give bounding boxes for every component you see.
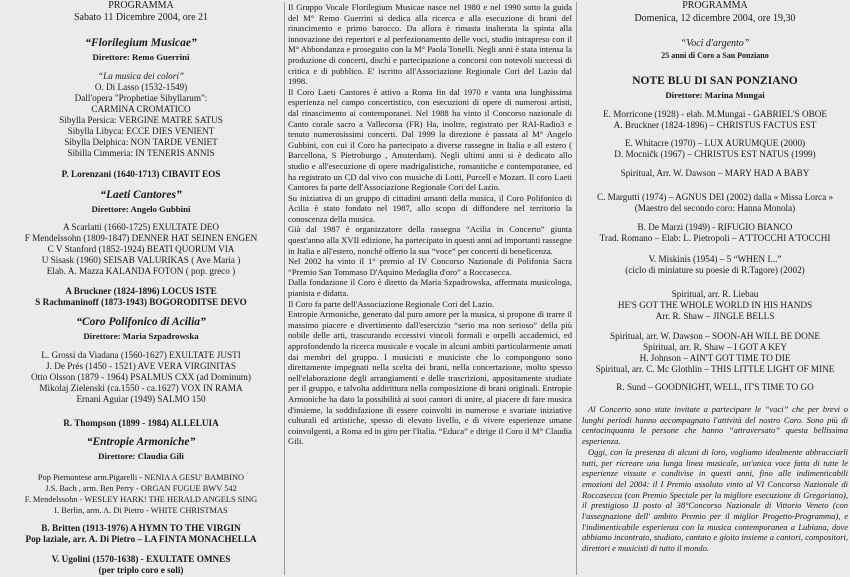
program-line: Spiritual, arr. C. Mc Glothlin – THIS LITTLE LIGHT OF MINE <box>595 364 835 374</box>
program-line: S Rachmaninoff (1873-1943) BOGORODITSE DEVO <box>35 297 247 307</box>
left-column <box>0 0 282 577</box>
program-line: Spiritual, arr. R. Shaw – I GOT A KEY <box>642 342 787 352</box>
program-line: O. Di Lasso (1532-1549) <box>94 82 188 92</box>
program-line: Pop Piemontese arm.Pigarelli - NENIA A GESU' BAMBINO <box>37 473 245 482</box>
program-line: Mikolaj Zielenski (ca.1550 - ca.1627) VOX IN RAMA <box>39 383 243 393</box>
program-line: J.S. Bach , arm. Ben Perry - ORGAN FUGUE BWV 542 <box>45 484 237 493</box>
program-list <box>0 71 282 159</box>
group-title: “Entropie Armoniche” <box>86 436 196 448</box>
column-divider <box>576 2 577 575</box>
program-line: Arr. R. Shaw – JINGLE BELLS <box>655 311 775 321</box>
group-title: “Coro Polifonico di Acilia” <box>76 316 206 328</box>
program-line: V. Ugolini (1570-1638) - EXULTATE OMNES <box>51 554 231 564</box>
program-line: V. Miskinis (1954) – 5 “WHEN I...” <box>648 254 782 264</box>
programma-heading: PROGRAMMA <box>682 0 748 11</box>
concert-title: “Voci d'argento” <box>680 38 750 49</box>
right-column <box>580 0 850 577</box>
program-line: A Bruckner (1824-1896) LOCUS ISTE <box>65 286 217 296</box>
paragraph: Entropie Armoniche, generato dal puro amore per la musica, si propone di trarre il massimo piacere e divertimento dall'esercizio “serio ma non serioso” della più nobile delle arti, trascurando eccessivi vincoli formali e orpelli accademici, ed approfondendo la ricerca musicale e vocale in alcuni ambiti particolarmente amati dai membri del gruppo. I musicisti e musiciste che lo compongono sono direttamente impegnati nella scelta dei brani, nella concertazione, molto spesso nell'elaborazione degli arrangiamenti e delle trascrizioni, appositamente studiate per il gruppo, e talvolta addirittura nella composizione di brani originali. Entropie Armoniche ha dato la possibilità ai suoi cantori di unire, al piacere di fare musica d'insieme, la soddisfazione di essere coinvolti in numerose e svariate iniziative culturali ed artistiche, spesso di elevato livello, e di vivere esperienze umane coinvolgenti, a Roma ed in giro per l'Italia. “Educa” e dirige il Coro il M° Claudia Gili. <box>288 309 572 447</box>
paragraph: Il Coro fa parte dell'Associazione Regionale Cori del Lazio. <box>288 298 495 309</box>
program-block <box>580 109 850 131</box>
program-line: CARMINA CROMATICO <box>91 104 191 114</box>
program-line: Dall'opera "Prophetiae Sibyllarum": <box>74 93 208 103</box>
program-list <box>0 472 282 516</box>
program-line: I. Berlin, arm. A. Di Pietro - WHITE CHRISTMAS <box>54 506 228 515</box>
program-line: P. Lorenzani (1640-1713) CIBAVIT EOS <box>61 169 221 179</box>
program-line: F Mendelssohn (1809-1847) DENNER HAT SEINEN ENGEN <box>24 233 258 243</box>
program-list <box>0 286 282 308</box>
choir-descriptions <box>288 2 572 447</box>
program-line: R. Thompson (1899 - 1984) ALLELUIA <box>63 418 219 428</box>
program-line: Ernani Aguiar (1949) SALMO 150 <box>76 394 206 404</box>
program-block <box>580 254 850 276</box>
program-line: J. De Prés (1450 - 1521) AVE VERA VIRGINITAS <box>46 361 236 371</box>
program-block <box>580 138 850 160</box>
group-title: NOTE BLU DI SAN PONZIANO <box>632 75 798 87</box>
program-line: Sibylla Libyca: ECCE DIES VENIENT <box>67 126 215 136</box>
program-line: R. Sund – GOODNIGHT, WELL, IT'S TIME TO GO <box>616 382 814 392</box>
group-director: Direttore: Claudia Gili <box>98 451 184 461</box>
program-list <box>0 523 282 545</box>
closing-text <box>582 404 848 554</box>
program-list <box>0 350 282 405</box>
program-block <box>580 222 850 244</box>
group-director: Direttore: Maria Szpadrowska <box>83 331 199 341</box>
programma-heading: PROGRAMMA <box>108 0 174 11</box>
program-line: Spiritual, arr. W. Dawson – SOON-AH WILL BE DONE <box>609 331 820 341</box>
paragraph: Al Concerto sono state invitate a partecipare le “voci” che per brevi o lunghi periodi hanno accompagnato l'attività del nostro Coro. Sono più di centocinquanta le persone che hanno “attraversato” questa bellissima esperienza. <box>582 404 848 447</box>
program-line: B. De Marzi (1949) - RIFUGIO BIANCO <box>637 222 793 232</box>
program-line: Otto Olsson (1879 - 1964) PSALMUS CXX (ad Dominum) <box>31 372 251 382</box>
paragraph: Il Gruppo Vocale Florilegium Musicae nasce nel 1980 e nel 1990 sotto la guida del M° Remo Guerrini si dedica alla ricerca e alla esecuzione di brani del rinascimento e primo barocco. Da allora è rimasta inalterata la spinta alla innovazione dei repertori e al perfezionamento delle voci, studio intrapreso con il M° Abbondanza e proseguito con la M° Paola Tonelli. Negli anni è stata intensa la produzione di concerti, dischi e partecipazione a concorsi con notevoli successi di critica e di pubblico. E' iscritto all'Associazione Regionale Cori del Lazio dal 1998. <box>288 2 572 87</box>
group-director: Direttore: Angelo Gubbini <box>91 204 191 214</box>
program-line: (ciclo di miniature su poesie di R.Tagore) (2002) <box>625 265 805 275</box>
program-line: Spiritual, arr. R. Liebau <box>671 289 759 299</box>
program-line: (per triplo coro e soli) <box>98 565 184 575</box>
paragraph: Nel 2002 ha vinto il 1° premio al IV Concorso Nazionale di Polifonia Sacra “Premio San Tommaso D'Aquino Medaglia d'oro” a Roccasecca. <box>288 256 572 277</box>
program-line: Trad. Romano – Elab: L. Pietropoli – A'TTOCCHI A'TOCCHI <box>599 233 831 243</box>
program-line: L. Grossi da Viadana (1560-1627) EXULTATE JUSTI <box>41 350 241 360</box>
program-line: Spiritual, Arr. W. Dawson – MARY HAD A BABY <box>620 168 810 178</box>
program-line: A Scarlatti (1660-1725) EXULTATE DEO <box>62 222 220 232</box>
program-block <box>580 331 850 375</box>
program-block <box>580 168 850 179</box>
program-line: E. Morricone (1928) - elab. M.Mungai - GABRIEL'S OBOE <box>603 109 827 119</box>
group-director: Direttore: Remo Guerrini <box>92 52 190 62</box>
group-title: “Laeti Cantores” <box>100 189 182 201</box>
paragraph: Dalla fondazione il Coro è diretto da Maria Szpadrowska, affermata musicologa, pianista e didatta. <box>288 277 572 299</box>
paragraph: Il Coro Laeti Cantores è attivo a Roma fin dal 1970 e vanta una lunghissima esperienza nel campo concertistico, con esecuzioni di opere di numerosi artisti, dal rinascimento ai contemporanei. Nel 1988 ha vinto il Concorso nazionale di Canto corale sacro a Vallecorsa (FR) Ha, inoltre, registrato per RAI-Radio3 e tenuto numerosissimi concerti. Dal 1999 la direzione è passata al M° Angelo Gubbini, con cui il Coro ha partecipato a diverse rassegne in Italia e all estero ( Barcellona, S Pietroburgo , Amsterdam). Negli ultimi anni si è dedicato allo studio e all'esecuzione di opere madrigalistiche, romantiche e contemporanee, ed ha registrato un CD dal vivo con musiche di Lotti, Purcell e Mozart. Il coro Laeti Cantores fa parte dell'Associazione Regionale Cori del Lazio. <box>288 86 572 193</box>
program-line: Sibylla Delphica: NON TARDE VENIET <box>64 137 218 147</box>
paragraph: Su iniziativa di un gruppo di cittadini amanti della musica, il Coro Polifonico di Acilia è stato fondato nel 1987, allo scopo di diffondere nel territorio la conoscenza della musica. <box>288 192 572 224</box>
program-line: HE'S GOT THE WHOLE WORLD IN HIS HANDS <box>617 300 813 310</box>
column-divider <box>284 2 285 575</box>
program-line: Sibilla Cimmeria: IN TENERIS ANNIS <box>67 148 215 158</box>
concert-date: Domenica, 12 dicembre 2004, ore 19,30 <box>634 13 796 24</box>
program-block <box>580 289 850 322</box>
program-line: F. Mendelssohn - WESLEY HARK! THE HERALD ANGELS SING <box>24 495 258 504</box>
middle-column <box>288 0 572 577</box>
program-list <box>0 222 282 277</box>
program-block <box>580 382 850 393</box>
program-block <box>580 192 850 214</box>
program-line: C. Margutti (1974) – AGNUS DEI (2002) dalla « Missa Lorca » <box>596 192 834 202</box>
program-line: E. Whitacre (1970) – LUX AURUMQUE (2000) <box>624 138 806 148</box>
paragraph: Oggi, con la presenza di alcuni di loro, vogliamo idealmente abbracciarli tutti, per ricreare una lunga linea musicale, un'unica voce fatta di tutte le esperienze vissute e condivise in questi anni, fino alle indimenticabili emozioni del 2004: il I Premio assoluto vinto al VI Concorso Nazionale di Roccasecca (con Premio Speciale per la migliore esecuzione di Gregoriano), il prestigioso II posto al 38°Concorso Nazionale di Vittorio Veneto (con l'assegnazione dell' ambito Premio per il miglior Progetto-Programma), e l'indimenticabile esperienza con la musica contemporanea a Lubiana, dove abbiamo incontrato, studiato, cantato e gioito insieme a cantori, compositori, direttori e musicisti di tutto il mondo. <box>582 446 848 554</box>
program-line: “La musica dei colori” <box>97 71 184 81</box>
group-director: Direttore: Marina Mungai <box>665 90 765 100</box>
program-line: Elab. A. Mazza KALANDA FOTON ( pop. greco ) <box>46 266 236 276</box>
program-list <box>0 554 282 576</box>
program-line: Sibylla Persica: VERGINE MATRE SATUS <box>59 115 223 125</box>
concert-date: Sabato 11 Dicembre 2004, ore 21 <box>73 12 209 23</box>
program-line: H. Johnson – AIN'T GOT TIME TO DIE <box>639 353 791 363</box>
group-title: “Florilegium Musicae” <box>85 37 197 49</box>
program-line: U Sisask (1960) SEISAB VALURIKAS ( Ave Maria ) <box>41 255 241 265</box>
paragraph: Già dal 1987 è organizzatore della rassegna “Acilia in Concerto” giunta quest'anno alla XVII edizione, ha partecipato in questi anni ad importanti rassegne in Italia e all'estero, nonché offerto la sua “voce” per concerti di beneficenza. <box>288 224 572 256</box>
program-line: C V Stanford (1852-1924) BEATI QUORUM VIA <box>47 244 235 254</box>
concert-subtitle: 25 anni di Coro a San Ponziano <box>661 51 769 60</box>
program-line: (Maestro del secondo coro: Hanna Monola) <box>634 203 796 213</box>
program-line: A. Bruckner (1824-1896) – CHRISTUS FACTUS EST <box>613 120 817 130</box>
program-line: D. Mocničk (1967) – CHRISTUS EST NATUS (1999) <box>614 149 816 159</box>
program-line: Pop laziale, arr. A. Di Pietro – LA FINTA MONACHELLA <box>25 534 257 544</box>
program-line: B. Britten (1913-1976) A HYMN TO THE VIRGIN <box>41 523 241 533</box>
